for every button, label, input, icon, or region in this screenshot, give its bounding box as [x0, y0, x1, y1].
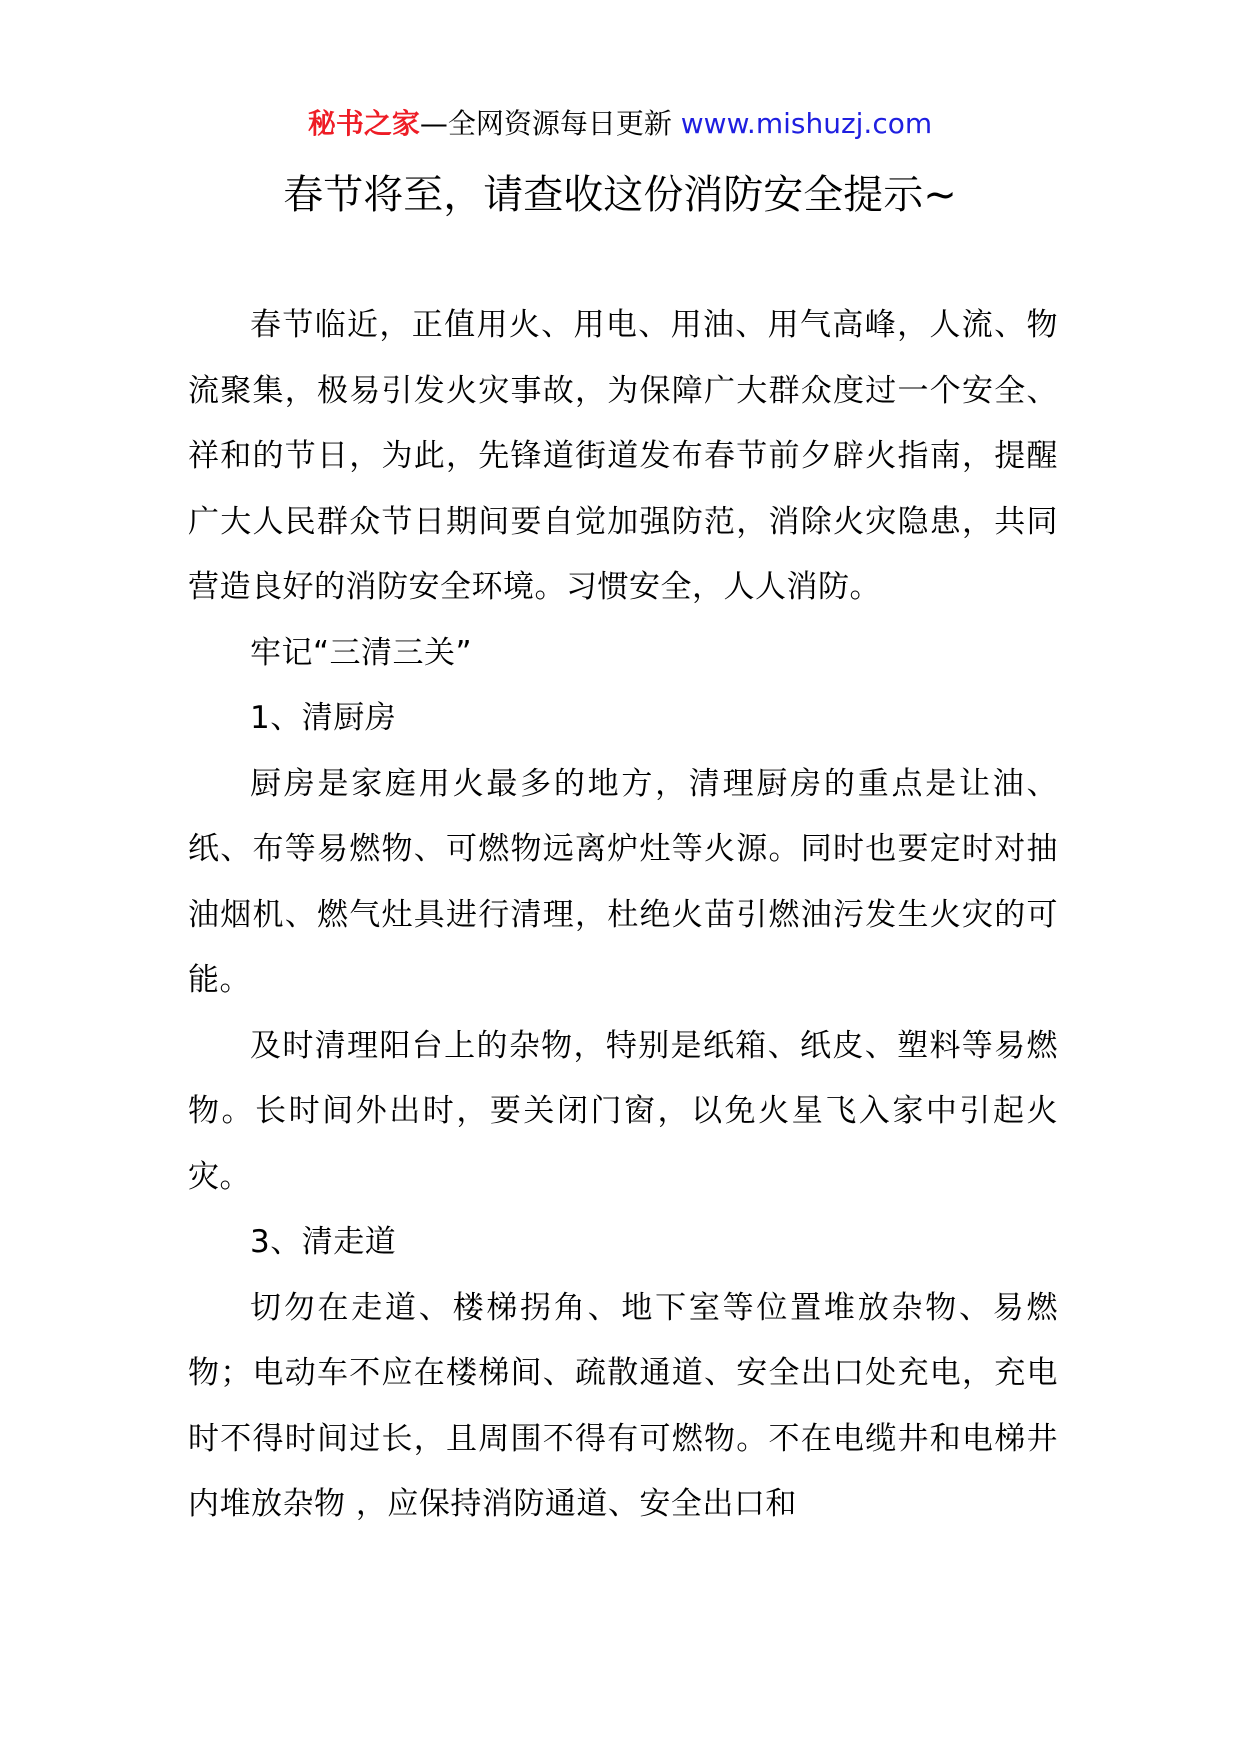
header-url-link[interactable]: www.mishuzj.com — [680, 107, 933, 140]
paragraph-corridor: 切勿在走道、楼梯拐角、地下室等位置堆放杂物、易燃物；电动车不应在楼梯间、疏散通道、安全出口处充电，充电时不得时间过长，且周围不得有可燃物。不在电缆井和电梯井内堆放杂物 ，应保持消防通道、安全出口和 — [188, 1289, 1058, 1522]
paragraph-intro: 春节临近，正值用火、用电、用油、用气高峰，人流、物流聚集，极易引发火灾事故，为保障广大群众度过一个安全、祥和的节日，为此，先锋道街道发布春节前夕辟火指南，提醒广大人民群众节日期间要自觉加强防范，消除火灾隐患，共同营造良好的消防安全环境。习惯安全，人人消防。 — [188, 307, 1058, 605]
brand-name: 秘书之家 — [307, 107, 420, 140]
paragraph-balcony: 及时清理阳台上的杂物，特别是纸箱、纸皮、塑料等易燃物。长时间外出时，要关闭门窗，以免火星飞入家中引起火灾。 — [188, 1027, 1058, 1195]
site-header — [0, 104, 1240, 144]
header-tagline: —全网资源每日更新 — [419, 107, 681, 140]
paragraph-kitchen: 厨房是家庭用火最多的地方，清理厨房的重点是让油、纸、布等易燃物、可燃物远离炉灶等火源。同时也要定时对抽油烟机、燃气灶具进行清理，杜绝火苗引燃油污发生火灾的可能。 — [188, 765, 1058, 998]
section-heading-clear-kitchen: 1、清厨房 — [250, 700, 397, 736]
document-title: 春节将至，请查收这份消防安全提示~ — [283, 172, 957, 218]
section-heading-clear-corridor: 3、清走道 — [250, 1224, 397, 1260]
document-body — [188, 293, 1058, 1538]
section-heading-three-clear-three-close: 牢记“三清三关” — [250, 634, 473, 671]
